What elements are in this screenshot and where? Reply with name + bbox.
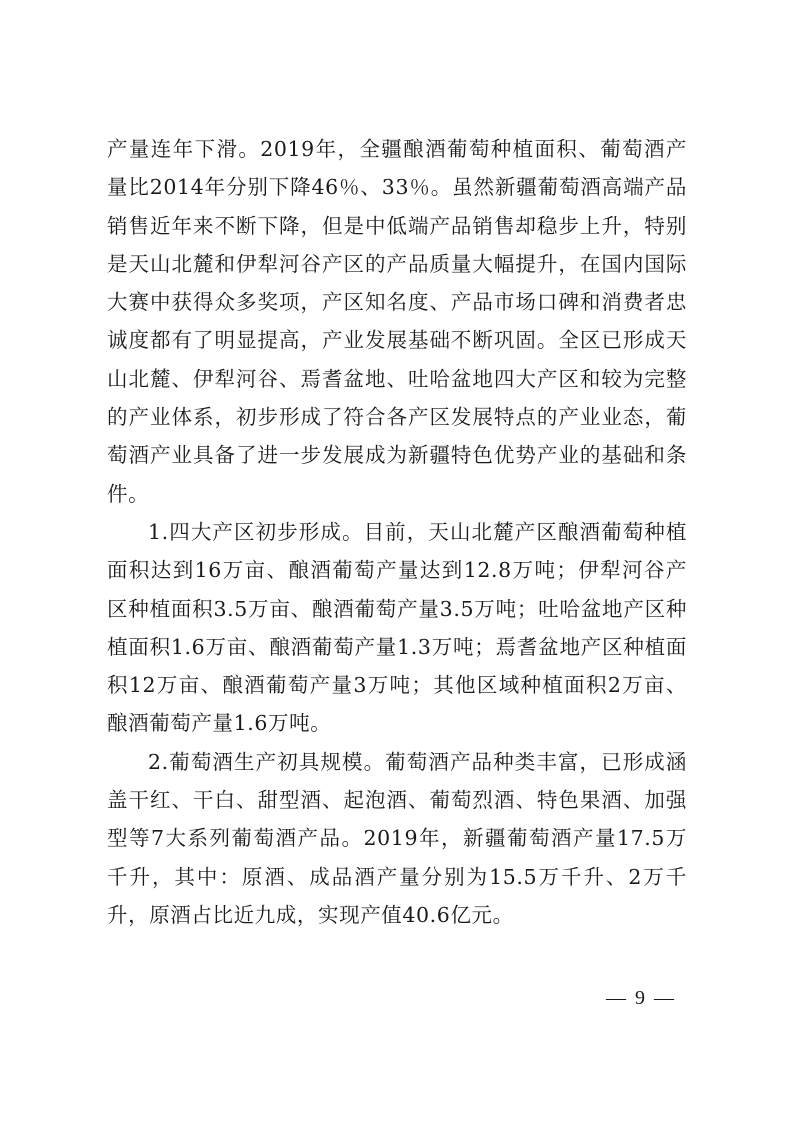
document-body xyxy=(107,130,687,934)
paragraph-production-scale: 2.葡萄酒生产初具规模。葡萄酒产品种类丰富，已形成涵盖干红、干白、甜型酒、起泡酒、葡萄烈酒、特色果酒、加强型等7大系列葡萄酒产品。2019年，新疆葡萄酒产量17.5万千升，其中：原酒、成品酒产量分别为15.5万千升、2万千升，原酒占比近九成，实现产值40.6亿元。 xyxy=(107,749,687,927)
page-number: — 9 — xyxy=(606,987,676,1009)
paragraph-production-regions: 1.四大产区初步形成。目前，天山北麓产区酿酒葡萄种植面积达到16万亩、酿酒葡萄产量达到12.8万吨；伊犁河谷产区种植面积3.5万亩、酿酒葡萄产量3.5万吨；吐哈盆地产区种植面积1.6万亩、酿酒葡萄产量1.3万吨；焉耆盆地产区种植面积12万亩、酿酒葡萄产量3万吨；其他区域种植面积2万亩、酿酒葡萄产量1.6万吨。 xyxy=(107,519,687,736)
paragraph-continuation: 产量连年下滑。2019年，全疆酿酒葡萄种植面积、葡萄酒产量比2014年分别下降46％、33％。虽然新疆葡萄酒高端产品销售近年来不断下降，但是中低端产品销售却稳步上升，特别是天山北麓和伊犁河谷产区的产品质量大幅提升，在国内国际大赛中获得众多奖项，产区知名度、产品市场口碑和消费者忠诚度都有了明显提高，产业发展基础不断巩固。全区已形成天山北麓、伊犁河谷、焉耆盆地、吐哈盆地四大产区和较为完整的产业体系，初步形成了符合各产区发展特点的产业业态，葡萄酒产业具备了进一步发展成为新疆特色优势产业的基础和条件。 xyxy=(107,137,687,506)
